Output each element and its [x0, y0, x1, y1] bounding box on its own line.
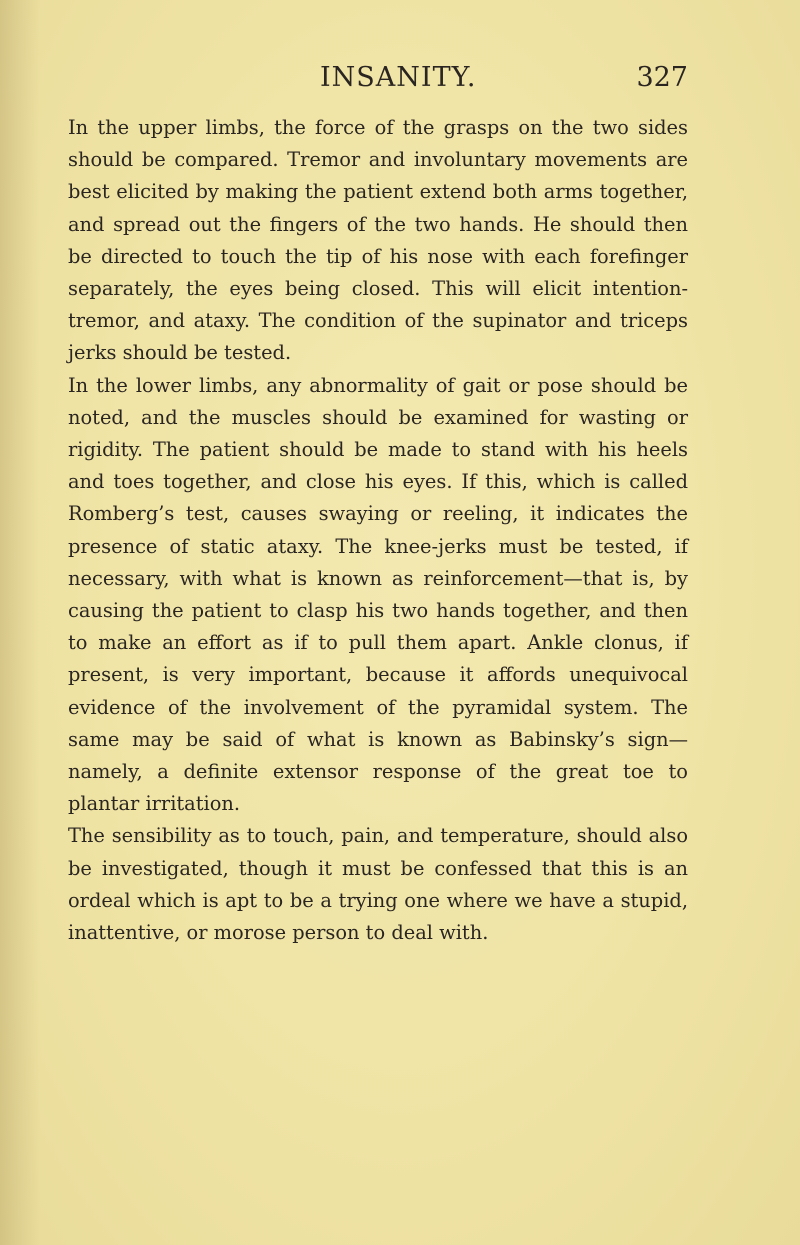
paragraph-upper-limbs: In the upper limbs, the force of the grasps on the two sides should be compared. Tremor and involuntary movements are best elicited by making the patient extend both arms together, and spread out the fingers of the two hands. He should then be directed to touch the tip of his nose with each forefinger separately, the eyes being closed. This will elicit intention-tremor, and ataxy. The condition of the supinator and triceps jerks should be tested.	[68, 116, 688, 365]
page-header	[60, 62, 688, 102]
running-head: INSANITY.	[320, 62, 477, 93]
page-number: 327	[636, 62, 688, 93]
paragraph-sensibility: The sensibility as to touch, pain, and temperature, should also be investigated, though it must be confessed that this is an ordeal which is apt to be a trying one where we have a stupid, inattentive, or morose person to deal with.	[68, 824, 688, 945]
body-text	[68, 112, 688, 949]
paragraph-lower-limbs: In the lower limbs, any abnormality of gait or pose should be noted, and the muscles should be examined for wasting or rigidity. The patient should be made to stand with his heels and toes together, and close his eyes. If this, which is called Romberg’s test, causes swaying or reeling, it indicates the presence of static ataxy. The knee-jerks must be tested, if necessary, with what is known as reinforcement—that is, by causing the patient to clasp his two hands together, and then to make an effort as if to pull them apart. Ankle clonus, if present, is very important, because it affords unequivocal evidence of the involvement of the pyramidal system. The same may be said of what is known as Babinsky’s sign—namely, a definite extensor response of the great toe to plantar irritation.	[68, 373, 688, 816]
spine-shadow	[0, 0, 40, 1245]
